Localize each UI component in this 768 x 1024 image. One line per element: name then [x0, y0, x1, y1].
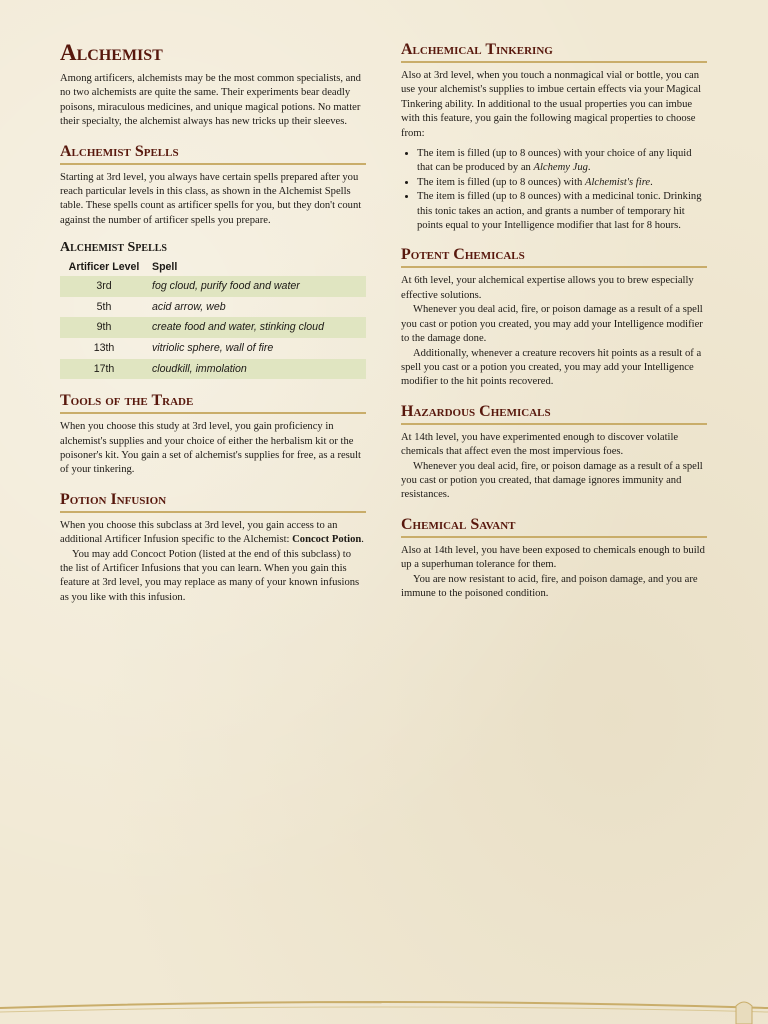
potent-p1: At 6th level, your alchemical expertise allows you to brew especially effective solutions. — [401, 275, 694, 301]
hazardous-p2: Whenever you deal acid, fire, or poison damage as a result of a spell you cast or potion you created, that damage ignores immunity and resistances. — [401, 460, 703, 501]
tinkering-text: Also at 3rd level, when you touch a nonmagical vial or bottle, you can use your alchemist's supplies to imbue certain effects via your Magical Tinkering ability. In additional to the usual properties you can imbue with this feature, you gain the following magical properties to choose from: — [401, 70, 702, 139]
spell-cell: cloudkill, immolation — [148, 359, 366, 380]
bullet-end: . — [650, 176, 653, 188]
level-cell: 13th — [93, 342, 115, 355]
spell-cell: vitriolic sphere, wall of fire — [152, 342, 274, 355]
table-header-row — [60, 258, 366, 276]
table-row — [60, 338, 366, 359]
spells-text: Starting at 3rd level, you always have certain spells prepared after you reach particular levels in this class, as shown in the Alchemist Spells table. These spells count as artificer spells for you, but they don't count against the number of artificer spells you prepare. — [60, 171, 362, 226]
list-item — [417, 190, 707, 233]
table-row — [60, 276, 366, 297]
potent-p2: Whenever you deal acid, fire, or poison damage as a result of a spell you cast or potion you created, you may add your Intelligence modifier to the damage done. — [401, 304, 703, 345]
spells-table-title: Alchemist Spells — [60, 240, 167, 256]
tinkering-section — [401, 40, 707, 233]
potion-paragraph-2: You may add Concoct Potion (listed at the end of this subclass) to the list of Artificer Infusions that you can learn. When you gain this feature at 3rd level, you may replace as many of your known infusions as you like with this infusion. — [60, 548, 360, 603]
savant-section — [401, 515, 707, 602]
savant-p1: Also at 14th level, you have been exposed to chemicals enough to build up a superhuman tolerance for them. — [401, 544, 705, 571]
spells-heading: Alchemist Spells — [60, 142, 366, 165]
hazardous-heading: Hazardous Chemicals — [401, 402, 707, 425]
right-column — [401, 40, 707, 613]
level-cell: 3rd — [60, 276, 148, 297]
table-row — [60, 297, 366, 318]
tools-heading: Tools of the Trade — [60, 391, 366, 414]
level-cell: 9th — [60, 317, 148, 338]
savant-p2: You are now resistant to acid, fire, and poison damage, and you are immune to the poisoned condition. — [401, 573, 698, 599]
footer-rule-thin — [0, 1007, 768, 1012]
bullet-emphasis: Alchemist's fire — [585, 176, 651, 188]
potent-section — [401, 245, 707, 389]
bullet-end: . — [587, 162, 591, 174]
list-item — [417, 147, 707, 176]
col-header-spell: Spell — [152, 261, 178, 274]
col-header-level: Artificer Level — [68, 261, 140, 274]
table-row — [60, 317, 366, 338]
potion-heading: Potion Infusion — [60, 490, 366, 513]
page-footer-ornament — [0, 994, 768, 1024]
alchemist-section — [60, 40, 366, 130]
hazardous-p1: At 14th level, you have experimented enough to discover volatile chemicals that affect even the most impervious foes. — [401, 431, 679, 458]
tools-section — [60, 391, 366, 478]
list-item — [417, 176, 707, 190]
alchemist-intro: Among artificers, alchemists may be the most common specialists, and no two alchemists are quite the same. Their experiments bear deadly poisons, miraculous medicines, and unique magical potions. No matter their specialty, the alchemist always has new tricks up their sleeves. — [60, 73, 361, 128]
spells-table — [60, 258, 366, 379]
potion-section — [60, 490, 366, 605]
concoct-potion-term: Concoct Potion — [292, 534, 362, 546]
spell-cell: acid arrow, web — [152, 300, 226, 313]
potion-text-1: When you choose this subclass at 3rd level, you gain access to an additional Artificer Infusion specific to the Alchemist: — [60, 519, 338, 546]
tools-text: When you choose this study at 3rd level, you gain proficiency in alchemist's supplies and your choice of either the herbalism kit or the poisoner's kit. You gain a set of alchemist's supplies for free, as a result of your tinkering. — [60, 421, 361, 476]
bullet-text: The item is filled (up to 8 ounces) with — [417, 176, 585, 188]
hazardous-section — [401, 402, 707, 503]
tinkering-list — [401, 147, 707, 233]
spell-cell: fog cloud, purify food and water — [148, 276, 366, 297]
page-title: Alchemist — [60, 40, 163, 65]
savant-heading: Chemical Savant — [401, 515, 707, 538]
potent-heading: Potent Chemicals — [401, 245, 707, 268]
bullet-text: The item is filled (up to 8 ounces) with a medicinal tonic. Drinking this tonic takes an action, and grants a number of temporary hit points equal to your Intelligence modifier that last for 8 hours. — [417, 191, 702, 232]
level-cell: 17th — [60, 359, 148, 380]
spells-section — [60, 142, 366, 380]
bullet-text: The item is filled (up to 8 ounces) with your choice of any liquid that can be produced by an — [417, 148, 692, 174]
potent-p3: Additionally, whenever a creature recovers hit points as a result of a spell you cast or a potion you created, you may add your Intelligence modifier to the hit points recovered. — [401, 347, 702, 388]
tinkering-heading: Alchemical Tinkering — [401, 40, 707, 63]
left-column — [60, 40, 366, 617]
level-cell: 5th — [96, 300, 112, 313]
potion-text-1-end: . — [361, 534, 364, 546]
spell-cell: create food and water, stinking cloud — [148, 317, 366, 338]
potion-paragraph-1 — [60, 519, 366, 548]
bullet-emphasis: Alchemy Jug — [533, 162, 588, 174]
table-row — [60, 359, 366, 380]
footer-corner-ornament — [736, 1002, 752, 1024]
